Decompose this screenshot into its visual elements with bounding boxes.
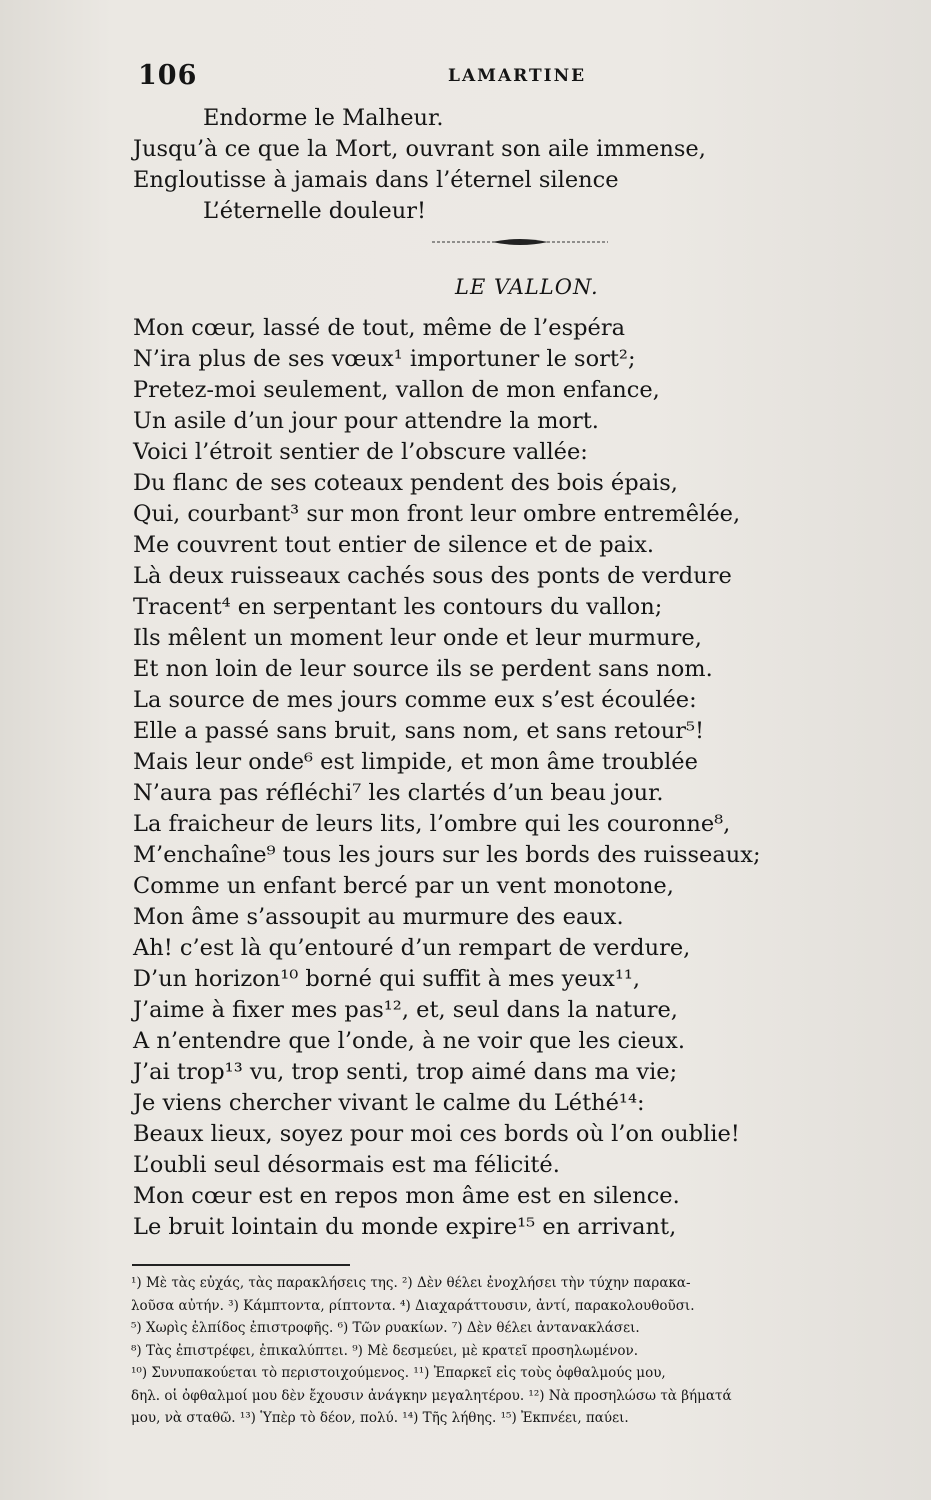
poem-line: Tracent⁴ en serpentant les contours du vallon; [133,594,663,620]
poem-line: Mon cœur est en repos mon âme est en silence. [133,1183,680,1209]
poem-line: Beaux lieux, soyez pour moi ces bords où l’on oublie! [133,1121,740,1147]
poem-title: LE VALLON. [455,275,599,299]
poem-line: Qui, courbant³ sur mon front leur ombre entremêlée, [133,501,741,527]
footnote-line: δηλ. οἱ ὀφθαλμοί μου δὲν ἔχουσιν ἀνάγκην μεγαλητέρου. ¹²) Νὰ προσηλώσω τὰ βήματά [131,1387,732,1404]
footnotes [131,1272,901,1430]
poem-line: L’oubli seul désormais est ma félicité. [133,1152,560,1178]
page-header [138,60,858,90]
footnote-line: λοῦσα αὐτήν. ³) Κάμπτοντα, ρίπτοντα. ⁴) Διαχαράττουσιν, ἀντί, παρακολουθοῦσι. [131,1297,695,1314]
poem-line: Je viens chercher vivant le calme du Léthé¹⁴: [133,1090,645,1116]
page-number: 106 [138,60,198,91]
running-head: LAMARTINE [448,66,587,86]
poem-line: La source de mes jours comme eux s’est écoulée: [133,687,697,713]
poem-line: Mon cœur, lassé de tout, même de l’espéra [133,315,626,341]
footnote-line: ¹) Μὲ τὰς εὐχάς, τὰς παρακλήσεις της. ²) Δὲν θέλει ἐνοχλήσει τὴν τύχην παρακα- [131,1275,691,1291]
poem-line: Mais leur onde⁶ est limpide, et mon âme troublée [133,749,698,775]
poem-line: J’ai trop¹³ vu, trop senti, trop aimé dans ma vie; [133,1059,678,1085]
poem-line: A n’entendre que l’onde, à ne voir que les cieux. [133,1028,685,1054]
verse-line: Jusqu’à ce que la Mort, ouvrant son aile immense, [133,136,706,162]
poem-line: N’aura pas réfléchi⁷ les clartés d’un beau jour. [133,780,664,806]
poem-line: Pretez-moi seulement, vallon de mon enfance, [133,377,660,403]
poem-line: Du flanc de ses coteaux pendent des bois épais, [133,470,678,496]
preceding-poem-ending [133,103,878,227]
poem-line: J’aime à fixer mes pas¹², et, seul dans la nature, [133,997,678,1023]
poem-line: Le bruit lointain du monde expire¹⁵ en arrivant, [133,1214,677,1240]
poem-line: Ils mêlent un moment leur onde et leur murmure, [133,625,702,651]
poem-line: Elle a passé sans bruit, sans nom, et sans retour⁵! [133,718,705,744]
verse-line: L’éternelle douleur! [203,198,427,224]
footnote-line: ¹⁰) Συνυπακούεται τὸ περιστοιχούμενος. ¹¹) Ἐπαρκεῖ εἰς τοὺς ὀφθαλμούς μου, [131,1365,666,1381]
verse-line: Engloutisse à jamais dans l’éternel silence [133,167,619,193]
poem-line: N’ira plus de ses vœux¹ importuner le sort²; [133,346,636,372]
footnote-separator [132,1264,350,1266]
poem-body [133,313,878,1243]
poem-line: Là deux ruisseaux cachés sous des ponts de verdure [133,563,732,589]
poem-line: D’un horizon¹⁰ borné qui suffit à mes yeux¹¹, [133,966,641,992]
poem-line: Mon âme s’assoupit au murmure des eaux. [133,904,624,930]
poem-line: Et non loin de leur source ils se perdent sans nom. [133,656,713,682]
poem-line: Comme un enfant bercé par un vent monotone, [133,873,674,899]
section-divider-ornament [432,236,608,248]
poem-line: Un asile d’un jour pour attendre la mort. [133,408,599,434]
poem-line: Me couvrent tout entier de silence et de paix. [133,532,655,558]
footnote-line: μου, νὰ σταθῶ. ¹³) Ὑπὲρ τὸ δέον, πολύ. ¹⁴) Τῆς λήθης. ¹⁵) Ἐκπνέει, παύει. [131,1410,629,1426]
footnote-line: ⁸) Τὰς ἐπιστρέφει, ἐπικαλύπτει. ⁹) Μὲ δεσμεύει, μὲ κρατεῖ προσηλωμένον. [131,1342,638,1359]
poem-line: La fraicheur de leurs lits, l’ombre qui les couronne⁸, [133,811,731,837]
verse-line: Endorme le Malheur. [203,105,444,131]
poem-line: Ah! c’est là qu’entouré d’un rempart de verdure, [133,935,691,961]
footnote-line: ⁵) Χωρὶς ἐλπίδος ἐπιστροφῆς. ⁶) Τῶν ρυακίων. ⁷) Δὲν θέλει ἀντανακλάσει. [131,1320,640,1336]
poem-line: M’enchaîne⁹ tous les jours sur les bords des ruisseaux; [133,842,761,868]
poem-line: Voici l’étroit sentier de l’obscure vallée: [133,439,588,465]
